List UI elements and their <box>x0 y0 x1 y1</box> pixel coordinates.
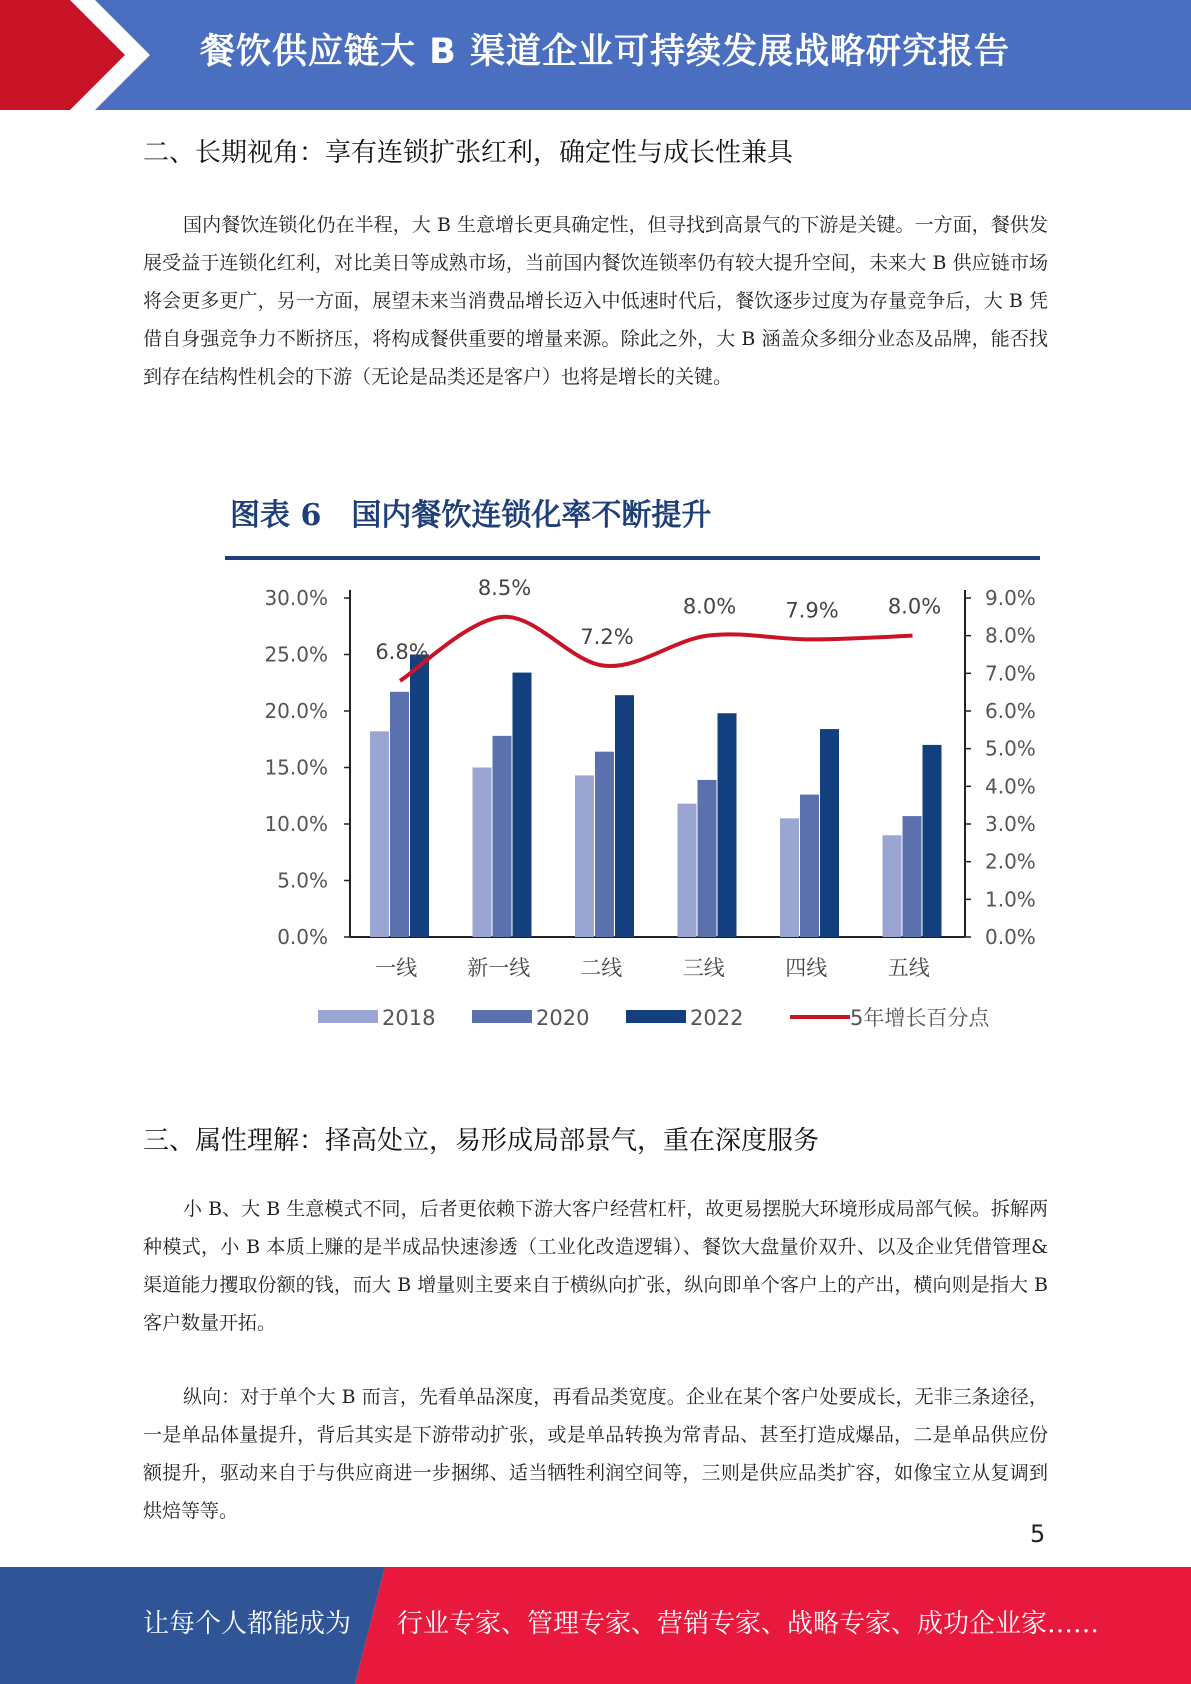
y-right-tick-label: 3.0% <box>985 812 1036 836</box>
y-right-tick-label: 1.0% <box>985 887 1036 912</box>
y-left-tick-label: 30.0% <box>264 586 328 610</box>
x-tick-label: 三线 <box>682 956 725 980</box>
y-right-tick-label: 8.0% <box>985 623 1036 648</box>
chart-figure <box>185 470 1075 1050</box>
header-band <box>0 0 1191 110</box>
line-data-label: 7.2% <box>580 624 634 649</box>
bar-2022-4 <box>820 729 839 937</box>
chart-title-underline <box>225 556 1040 560</box>
line-data-label: 8.5% <box>477 575 532 600</box>
bar-2018-0 <box>370 731 389 937</box>
x-tick-label: 一线 <box>375 956 418 980</box>
chain-rate-chart <box>185 470 1075 1050</box>
y-left-tick-label: 25.0% <box>264 642 328 667</box>
x-tick-label: 五线 <box>887 956 930 980</box>
bar-2022-0 <box>410 655 429 938</box>
y-right-tick-label: 2.0% <box>985 849 1036 874</box>
y-left-tick-label: 0.0% <box>277 925 328 949</box>
legend-label-line: 5年增长百分点 <box>850 1006 990 1030</box>
bar-2020-4 <box>800 795 819 937</box>
x-tick-label: 二线 <box>580 956 623 980</box>
bar-2022-3 <box>718 713 737 937</box>
bar-2022-1 <box>513 673 532 937</box>
bar-2020-5 <box>903 816 922 937</box>
legend-swatch-2018 <box>318 1010 378 1023</box>
y-right-tick-label: 6.0% <box>985 699 1036 723</box>
bar-2018-2 <box>575 775 594 937</box>
bar-2020-2 <box>595 752 614 937</box>
bar-2020-1 <box>493 736 512 937</box>
y-left-tick-label: 5.0% <box>277 868 328 893</box>
section-heading-2: 二、长期视角：享有连锁扩张红利，确定性与成长性兼具 <box>143 138 794 168</box>
footer-slogan-right: 行业专家、管理专家、营销专家、战略专家、成功企业家…… <box>397 1609 1100 1639</box>
legend-swatch-2020 <box>472 1010 532 1023</box>
legend-label-2018: 2018 <box>382 1006 436 1030</box>
chart-title: 图表 6 国内餐饮连锁化率不断提升 <box>230 498 712 533</box>
bar-2018-5 <box>883 835 902 937</box>
bar-2018-1 <box>473 768 492 938</box>
x-tick-label: 新一线 <box>467 956 531 980</box>
section-3-paragraph-1: 小 B、大 B 生意模式不同，后者更依赖下游大客户经营杠杆，故更易摆脱大环境形成局部气候。拆解两种模式，小 B 本质上赚的是半成品快速渗透（工业化改造逻辑）、餐饮大盘量价双升、以及企业凭借管理&渠道能力攫取份额的钱，而大 B 增量则主要来自于横纵向扩张，纵向即单个客户上的产出，横向则是指大 B 客户数量开拓。 <box>143 1198 1048 1334</box>
y-right-tick-label: 0.0% <box>985 925 1036 949</box>
bar-2018-4 <box>780 818 799 937</box>
header-arrow-decoration <box>0 0 160 110</box>
y-right-tick-label: 7.0% <box>985 661 1036 686</box>
line-data-label: 7.9% <box>785 598 839 623</box>
footer-band <box>0 1567 1191 1684</box>
y-left-tick-label: 10.0% <box>264 812 328 836</box>
bar-2020-3 <box>698 780 717 937</box>
section-2-paragraph: 国内餐饮连锁化仍在半程，大 B 生意增长更具确定性，但寻找到高景气的下游是关键。一方面，餐供发展受益于连锁化红利，对比美日等成熟市场，当前国内餐饮连锁率仍有较大提升空间，未来大 B 供应链市场将会更多更广，另一方面，展望未来当消费品增长迈入中低速时代后，餐饮逐步过度为存量竞争后，大 B 凭借自身强竞争力不断挤压，将构成餐供重要的增量来源。除此之外，大 B 涵盖众多细分业态及品牌，能否找到存在结构性机会的下游（无论是品类还是客户）也将是增长的关键。 <box>143 214 1048 388</box>
section-3-paragraph-2: 纵向：对于单个大 B 而言，先看单品深度，再看品类宽度。企业在某个客户处要成长，无非三条途径，一是单品体量提升，背后其实是下游带动扩张，或是单品转换为常青品、甚至打造成爆品，二是单品供应份额提升，驱动来自于与供应商进一步捆绑、适当牺牲利润空间等，三则是供应品类扩容，如像宝立从复调到烘焙等等。 <box>143 1386 1048 1522</box>
line-data-label: 6.8% <box>375 639 429 664</box>
line-data-label: 8.0% <box>887 594 942 619</box>
y-right-tick-label: 5.0% <box>985 736 1036 761</box>
bar-2018-3 <box>678 804 697 937</box>
y-left-tick-label: 15.0% <box>264 755 328 780</box>
line-series-5yr-growth <box>400 617 913 681</box>
legend-swatch-2022 <box>626 1010 686 1023</box>
x-tick-label: 四线 <box>785 956 828 980</box>
report-title: 餐饮供应链大 B 渠道企业可持续发展战略研究报告 <box>200 32 1011 72</box>
line-data-label: 8.0% <box>682 594 737 619</box>
y-right-tick-label: 4.0% <box>985 774 1036 799</box>
legend-label-2020: 2020 <box>536 1006 590 1030</box>
page-number: 5 <box>1030 1520 1046 1548</box>
bar-2022-5 <box>923 745 942 937</box>
footer-slogan-left: 让每个人都能成为 <box>143 1609 352 1639</box>
bar-2022-2 <box>615 695 634 937</box>
y-right-tick-label: 9.0% <box>985 586 1036 610</box>
y-left-tick-label: 20.0% <box>264 699 328 723</box>
legend-label-2022: 2022 <box>690 1006 744 1030</box>
bar-2020-0 <box>390 692 409 937</box>
section-heading-3: 三、属性理解：择高处立，易形成局部景气，重在深度服务 <box>143 1126 820 1156</box>
